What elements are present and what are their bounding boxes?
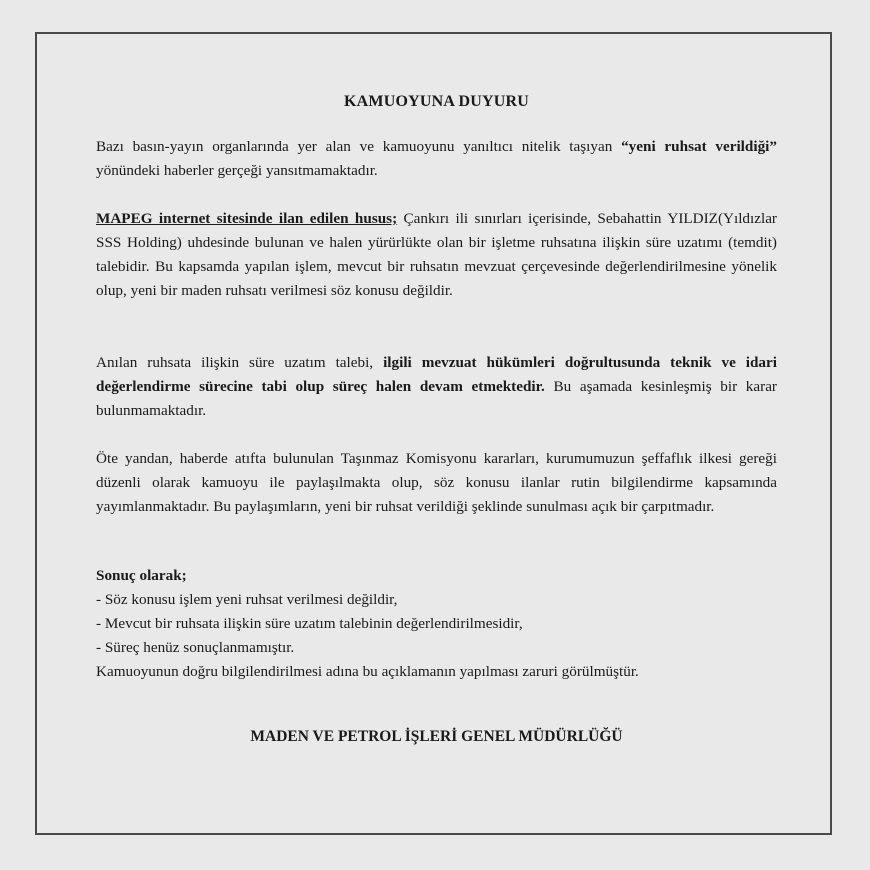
paragraph3-bold: ilgili mevzuat hükümleri doğrultusunda teknik ve idari değerlendirme sürecine tabi olup süreç halen devam etmektedir. [96, 354, 777, 395]
paragraph1-text-a: Bazı basın-yayın organlarında yer alan ve kamuoyunu yanıltıcı nitelik taşıyan [96, 138, 622, 155]
document-title: KAMUOYUNA DUYURU [344, 93, 529, 110]
conclusion-heading: Sonuç olarak; [96, 567, 187, 584]
conclusion-closing: Kamuoyunun doğru bilgilendirilmesi adına bu açıklamanın yapılması zaruri görülmüştür. [96, 663, 639, 680]
signature-authority: MADEN VE PETROL İŞLERİ GENEL MÜDÜRLÜĞÜ [250, 728, 623, 745]
paragraph-commission-decisions: Öte yandan, haberde atıfta bulunulan Taşınmaz Komisyonu kararları, kurumumuzun şeffaflık ilkesi gereği düzenli olarak kamuoyu ile paylaşılmakta olup, söz konusu ilanlar rutin bilgilendirme kapsamında yayımlanmaktadır. Bu paylaşımların, yeni bir ruhsat verildiği şeklinde sunulması açık bir çarpıtmadır. [96, 450, 777, 515]
paragraph2-underlined-heading: MAPEG internet sitesinde ilan edilen husus; [96, 210, 398, 227]
conclusion-item: - Söz konusu işlem yeni ruhsat verilmesi değildir, [96, 591, 398, 608]
paragraph-extension-request [96, 351, 777, 423]
paragraph3-text-a: Anılan ruhsata ilişkin süre uzatım talebi, [96, 354, 384, 371]
paragraph-misleading-news [96, 135, 777, 183]
paragraph1-bold-quote: “yeni ruhsat verildiği” [621, 138, 777, 155]
conclusion-item: - Süreç henüz sonuçlanmamıştır. [96, 639, 295, 656]
conclusion-item: - Mevcut bir ruhsata ilişkin süre uzatım talebinin değerlendirilmesidir, [96, 615, 523, 632]
paragraph1-text-b: yönündeki haberler gerçeği yansıtmamaktadır. [96, 162, 378, 179]
paragraph2-text: Çankırı ili sınırları içerisinde, Sebahattin YILDIZ(Yıldızlar SSS Holding) uhdesinde bulunan ve halen yürürlükte olan bir işletme ruhsatına ilişkin süre uzatımı (temdit) talebidir. Bu kapsamda yapılan işlem, mevcut bir ruhsatın mevzuat çerçevesinde değerlendirilmesine yönelik olup, yeni bir maden ruhsatı verilmesi söz konusu değildir. [96, 210, 777, 299]
document-frame [35, 32, 832, 835]
paragraph-mapeg-notice [96, 207, 777, 303]
paragraph3-text-b: Bu aşamada kesinleşmiş bir karar bulunmamaktadır. [96, 378, 777, 419]
conclusion-section [96, 564, 777, 684]
